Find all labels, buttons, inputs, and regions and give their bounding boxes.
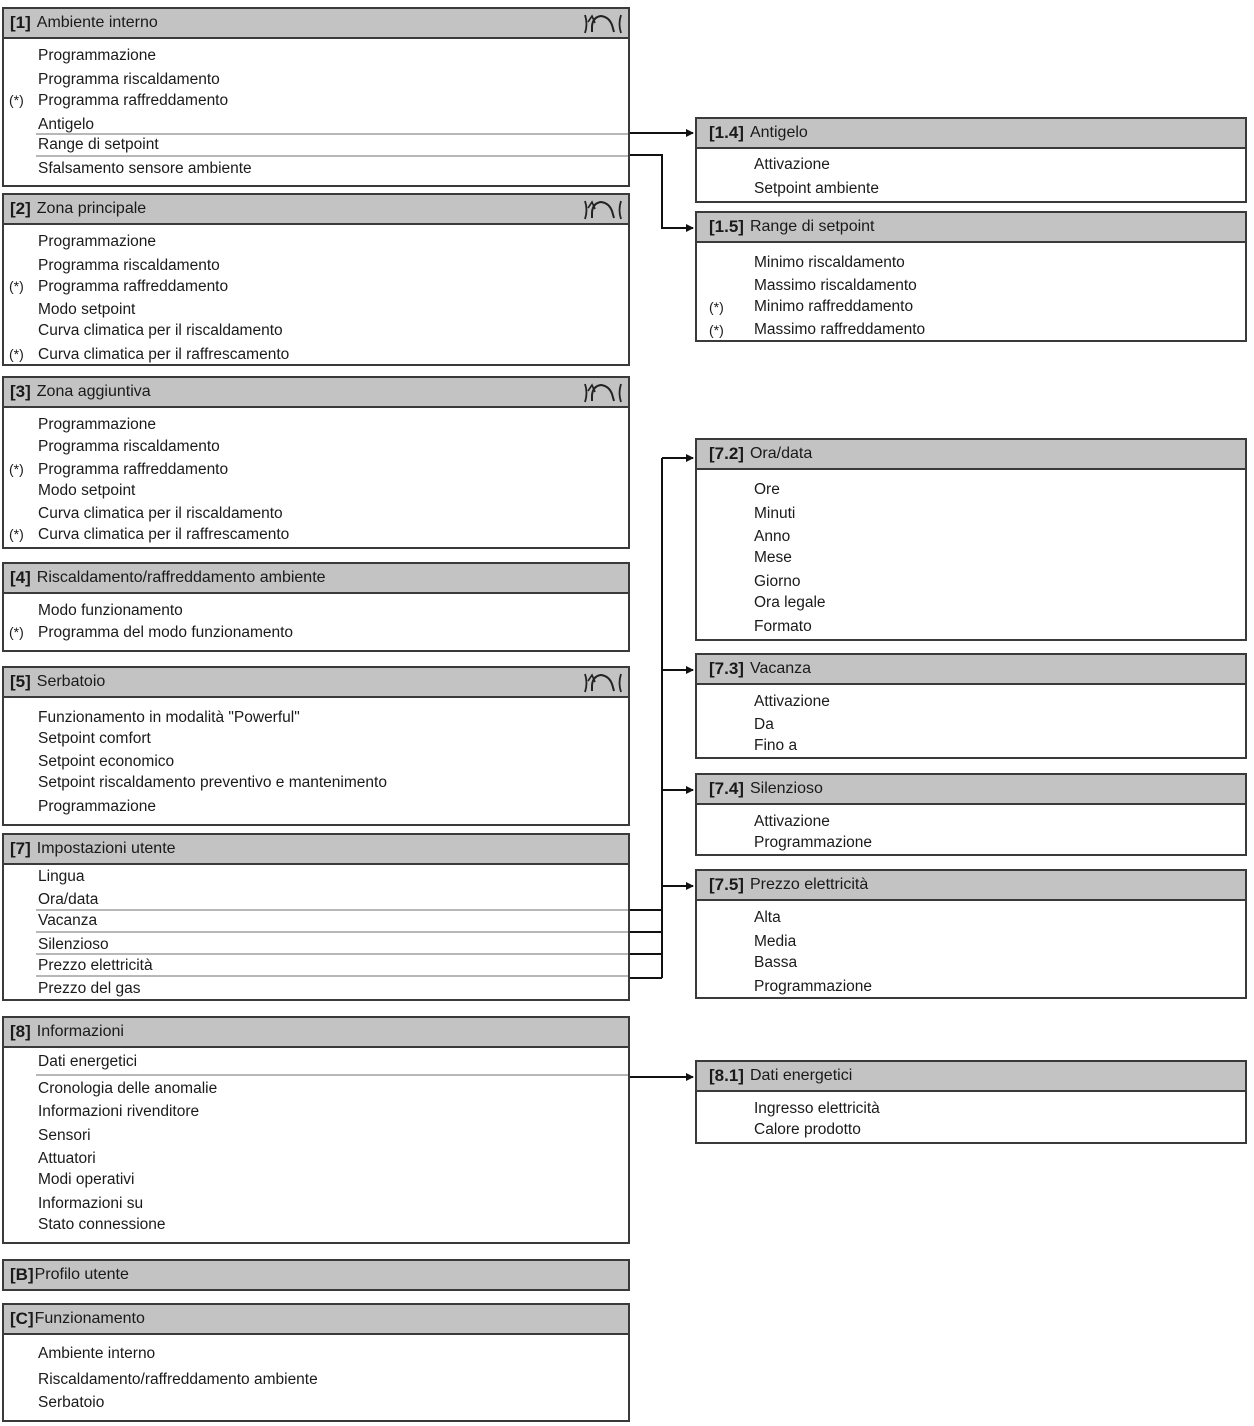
menu-item[interactable]: Programma raffreddamento (38, 278, 229, 295)
selection-line (36, 1074, 628, 1076)
submenu-item[interactable]: Fino a (754, 737, 798, 754)
menu-code: [8] (10, 1022, 31, 1041)
menu-item[interactable]: Range di setpoint (38, 136, 159, 153)
menu-item[interactable]: Programma raffreddamento (38, 461, 229, 478)
submenu-code: [7.5] (709, 875, 744, 894)
menu-header[interactable] (4, 564, 628, 594)
menu-funzionamento (2, 1303, 630, 1422)
menu-title: Profilo utente (34, 1266, 129, 1283)
note-marker: (*) (9, 92, 24, 108)
submenu-item[interactable]: Attivazione (754, 813, 830, 830)
selection-line (36, 133, 628, 135)
connector-range-setpoint (630, 155, 693, 228)
menu-item[interactable]: Attuatori (38, 1150, 96, 1167)
submenu-item[interactable]: Minimo riscaldamento (754, 254, 905, 271)
menu-item[interactable]: Sensori (38, 1127, 91, 1144)
note-marker: (*) (9, 461, 24, 477)
submenu-item[interactable]: Programmazione (754, 834, 873, 851)
submenu-code: [7.4] (709, 779, 744, 798)
submenu-item[interactable]: Minuti (754, 505, 796, 522)
menu-item[interactable]: Curva climatica per il riscaldamento (38, 505, 283, 522)
menu-title: Riscaldamento/raffreddamento ambiente (36, 569, 326, 586)
submenu-item[interactable]: Attivazione (754, 693, 830, 710)
menu-serbatoio (2, 666, 630, 826)
schedule-icon[interactable] (582, 381, 624, 405)
note-marker: (*) (709, 299, 724, 315)
menu-item[interactable]: Dati energetici (38, 1053, 138, 1070)
menu-code: [2] (10, 199, 31, 218)
submenu-item[interactable]: Programmazione (754, 978, 873, 995)
menu-header[interactable] (4, 1018, 628, 1048)
submenu-header[interactable] (697, 871, 1245, 901)
selection-line (36, 155, 628, 157)
submenu-item[interactable]: Giorno (754, 573, 801, 590)
schedule-icon[interactable] (582, 12, 624, 36)
submenu-code: [7.3] (709, 659, 744, 678)
menu-riscaldamento-raffreddamento (2, 562, 630, 652)
menu-item[interactable]: Sfalsamento sensore ambiente (38, 160, 252, 177)
menu-item[interactable]: Informazioni su (38, 1195, 144, 1212)
submenu-item[interactable]: Ore (754, 481, 780, 498)
submenu-ora-data (695, 438, 1247, 641)
note-marker: (*) (709, 322, 724, 338)
submenu-title: Prezzo elettricità (749, 876, 869, 893)
menu-item[interactable]: Programma del modo funzionamento (38, 624, 294, 641)
submenu-item[interactable]: Anno (754, 528, 791, 545)
menu-item[interactable]: Antigelo (38, 116, 95, 133)
schedule-icon[interactable] (582, 671, 624, 695)
submenu-header[interactable] (697, 213, 1245, 243)
submenu-title: Antigelo (749, 124, 808, 141)
submenu-code: [8.1] (709, 1066, 744, 1085)
submenu-code: [7.2] (709, 444, 744, 463)
submenu-title: Dati energetici (749, 1067, 853, 1084)
menu-item[interactable]: Setpoint comfort (38, 730, 151, 747)
menu-header[interactable] (4, 9, 628, 39)
menu-code: [4] (10, 568, 31, 587)
menu-zona-principale (2, 193, 630, 366)
submenu-header[interactable] (697, 119, 1245, 149)
menu-item[interactable]: Prezzo elettricità (38, 957, 153, 974)
submenu-item[interactable]: Mese (754, 549, 792, 566)
submenu-item[interactable]: Massimo riscaldamento (754, 277, 917, 294)
selection-line (36, 931, 628, 933)
menu-item[interactable]: Curva climatica per il riscaldamento (38, 322, 283, 339)
menu-title: Zona aggiuntiva (36, 383, 151, 400)
menu-code: [5] (10, 672, 31, 691)
submenu-header[interactable] (697, 440, 1245, 470)
menu-item[interactable]: Informazioni rivenditore (38, 1103, 200, 1120)
menu-header[interactable] (4, 835, 628, 865)
submenu-antigelo (695, 117, 1247, 203)
menu-item[interactable]: Vacanza (38, 912, 98, 929)
submenu-title: Ora/data (749, 445, 813, 462)
note-marker: (*) (9, 278, 24, 294)
menu-title: Zona principale (36, 200, 147, 217)
submenu-vacanza (695, 653, 1247, 759)
menu-code: [B] (10, 1265, 34, 1284)
submenu-item[interactable]: Da (754, 716, 774, 733)
menu-item[interactable]: Riscaldamento/raffreddamento ambiente (38, 1371, 318, 1388)
menu-item[interactable]: Ora/data (38, 891, 99, 908)
menu-item[interactable]: Prezzo del gas (38, 980, 141, 997)
menu-item[interactable]: Serbatoio (38, 1394, 105, 1411)
menu-informazioni (2, 1016, 630, 1244)
schedule-icon[interactable] (582, 198, 624, 222)
submenu-code: [1.5] (709, 217, 744, 236)
submenu-item[interactable]: Calore prodotto (754, 1121, 861, 1138)
menu-item[interactable]: Curva climatica per il raffrescamento (38, 346, 290, 363)
menu-item[interactable]: Setpoint economico (38, 753, 175, 770)
menu-item[interactable]: Programma riscaldamento (38, 71, 220, 88)
menu-item[interactable]: Cronologia delle anomalie (38, 1080, 218, 1097)
menu-item[interactable]: Modo setpoint (38, 301, 136, 318)
menu-title: Informazioni (36, 1023, 124, 1040)
menu-item[interactable]: Programmazione (38, 798, 157, 815)
menu-title: Funzionamento (34, 1310, 145, 1327)
menu-title: Ambiente interno (36, 14, 158, 31)
selection-line (36, 953, 628, 955)
submenu-item[interactable]: Bassa (754, 954, 798, 971)
submenu-item[interactable]: Attivazione (754, 156, 830, 173)
menu-code: [C] (10, 1309, 34, 1328)
submenu-header[interactable] (697, 1062, 1245, 1092)
menu-item[interactable]: Programma riscaldamento (38, 438, 220, 455)
menu-item[interactable]: Programmazione (38, 233, 157, 250)
menu-header[interactable] (4, 1305, 628, 1335)
submenu-dati-energetici (695, 1060, 1247, 1144)
menu-code: [3] (10, 382, 31, 401)
menu-title: Impostazioni utente (36, 840, 176, 857)
menu-zona-aggiuntiva (2, 376, 630, 549)
submenu-range-setpoint (695, 211, 1247, 342)
submenu-item[interactable]: Massimo raffreddamento (754, 321, 926, 338)
submenu-header[interactable] (697, 655, 1245, 685)
submenu-title: Silenzioso (749, 780, 823, 797)
submenu-item[interactable]: Ora legale (754, 594, 826, 611)
menu-profilo-utente (2, 1259, 630, 1291)
menu-code: [7] (10, 839, 31, 858)
submenu-code: [1.4] (709, 123, 744, 142)
submenu-item[interactable]: Media (754, 933, 797, 950)
menu-item[interactable]: Modo setpoint (38, 482, 136, 499)
menu-header[interactable] (4, 195, 628, 225)
submenu-item[interactable]: Alta (754, 909, 781, 926)
submenu-item[interactable]: Ingresso elettricità (754, 1100, 880, 1117)
note-marker: (*) (9, 624, 24, 640)
submenu-title: Range di setpoint (749, 218, 875, 235)
note-marker: (*) (9, 346, 24, 362)
submenu-title: Vacanza (749, 660, 812, 677)
submenu-item[interactable]: Formato (754, 618, 812, 635)
selection-line (36, 975, 628, 977)
menu-item[interactable]: Funzionamento in modalità "Powerful" (38, 709, 300, 726)
menu-item[interactable]: Modi operativi (38, 1171, 135, 1188)
menu-impostazioni-utente (2, 833, 630, 1001)
menu-item[interactable]: Programma raffreddamento (38, 92, 229, 109)
menu-ambiente-interno (2, 7, 630, 187)
note-marker: (*) (9, 526, 24, 542)
submenu-header[interactable] (697, 775, 1245, 805)
menu-header[interactable] (4, 378, 628, 408)
menu-item[interactable]: Programmazione (38, 47, 157, 64)
menu-item[interactable]: Lingua (38, 868, 85, 885)
selection-line (36, 909, 628, 911)
submenu-silenzioso (695, 773, 1247, 856)
submenu-item[interactable]: Minimo raffreddamento (754, 298, 914, 315)
menu-item[interactable]: Modo funzionamento (38, 602, 183, 619)
menu-item[interactable]: Programmazione (38, 416, 157, 433)
submenu-prezzo-elettricita (695, 869, 1247, 999)
menu-item[interactable]: Programma riscaldamento (38, 257, 220, 274)
submenu-item[interactable]: Setpoint ambiente (754, 180, 879, 197)
menu-header[interactable] (4, 1261, 628, 1289)
menu-item[interactable]: Stato connessione (38, 1216, 166, 1233)
menu-item[interactable]: Ambiente interno (38, 1345, 156, 1362)
menu-item[interactable]: Setpoint riscaldamento preventivo e mantenimento (38, 774, 387, 791)
menu-item[interactable]: Silenzioso (38, 936, 109, 953)
menu-code: [1] (10, 13, 31, 32)
menu-item[interactable]: Curva climatica per il raffrescamento (38, 526, 290, 543)
menu-header[interactable] (4, 668, 628, 698)
menu-title: Serbatoio (36, 673, 106, 690)
